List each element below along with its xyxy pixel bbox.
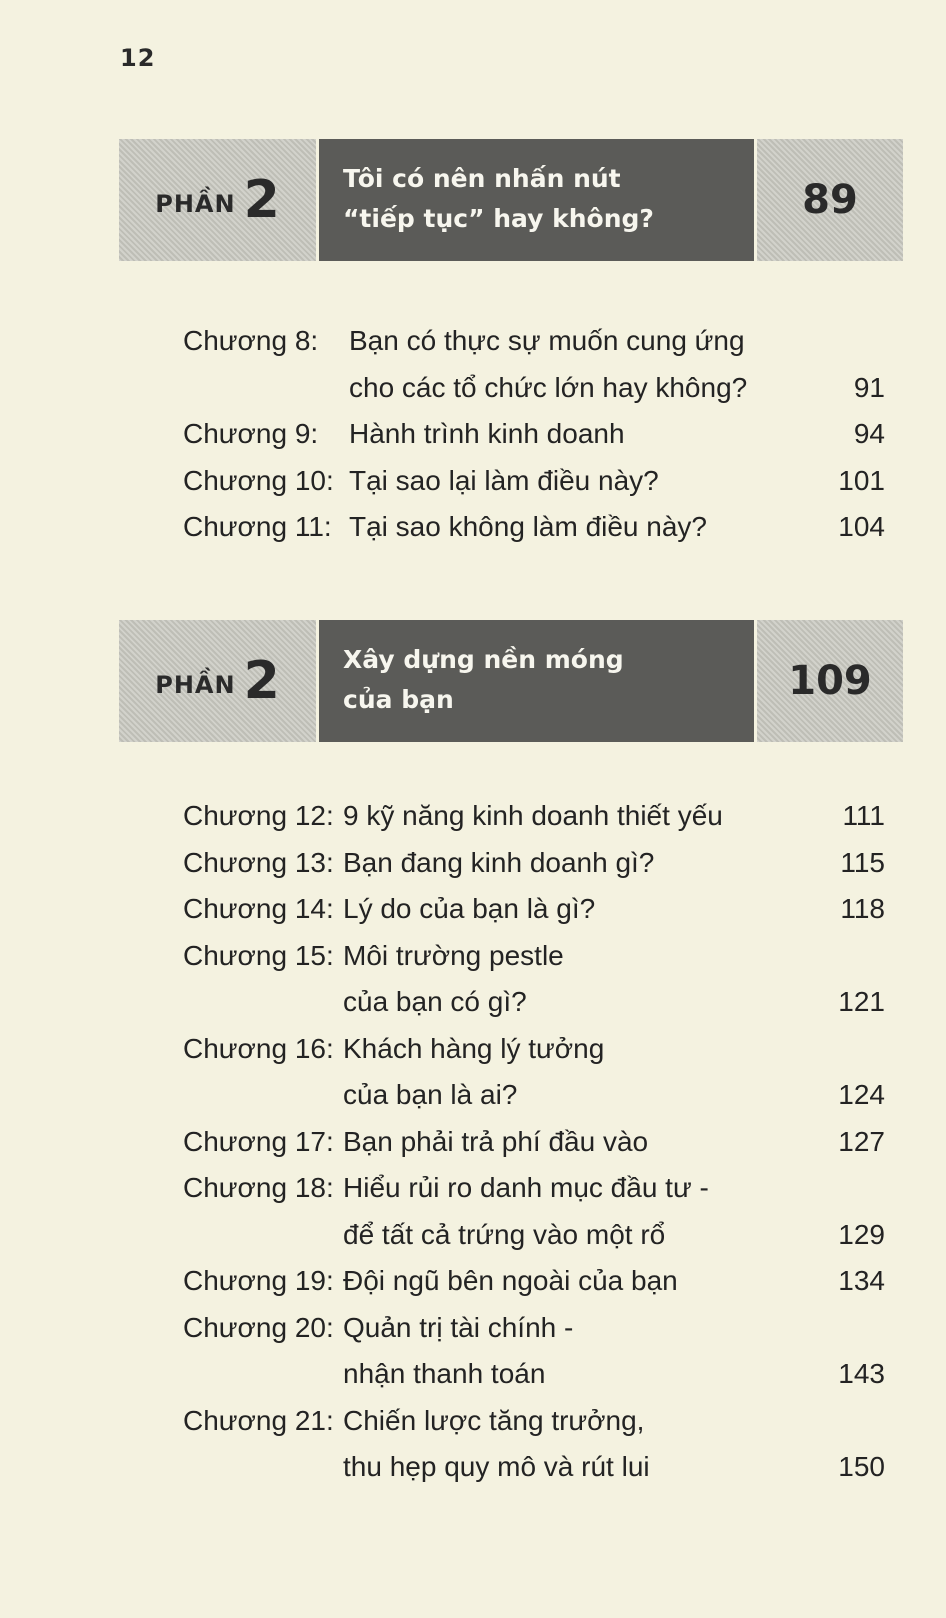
toc-entry[interactable] <box>183 504 903 551</box>
toc-entry[interactable] <box>183 1398 903 1491</box>
chapter-title: Đội ngũ bên ngoài của bạn <box>343 1265 678 1296</box>
toc-entry[interactable] <box>183 1119 903 1166</box>
part-banner <box>119 620 903 742</box>
toc-entry[interactable] <box>183 933 903 1026</box>
toc-entry[interactable] <box>183 1165 903 1258</box>
part-page-number: 109 <box>757 620 903 742</box>
chapter-title-continued: để tất cả trứng vào một rổ <box>343 1218 666 1250</box>
toc-entry[interactable] <box>183 840 903 887</box>
part-title-line: Tôi có nên nhấn nút <box>343 164 621 193</box>
part-title <box>319 139 757 261</box>
toc-list <box>183 793 903 1491</box>
chapter-title: Hành trình kinh doanh <box>349 418 625 449</box>
part-title-line: “tiếp tục” hay không? <box>343 204 654 233</box>
chapter-title-continued: nhận thanh toán <box>343 1358 546 1389</box>
toc-list <box>183 318 903 551</box>
chapter-page-number: 134 <box>838 1265 885 1296</box>
chapter-title: Hiểu rủi ro danh mục đầu tư - <box>343 1172 709 1203</box>
part-word: PHẦN <box>155 190 236 218</box>
toc-entry[interactable] <box>183 318 903 411</box>
chapter-title: Khách hàng lý tưởng <box>343 1032 605 1064</box>
chapter-label: Chương 11: <box>183 511 332 542</box>
chapter-page-number: 94 <box>853 418 885 449</box>
part-title-line: Xây dựng nền móng <box>343 645 624 674</box>
chapter-title: Môi trường pestle <box>343 939 564 971</box>
chapter-page-number: 150 <box>838 1451 885 1482</box>
chapter-title: Lý do của bạn là gì? <box>343 893 596 924</box>
part-title <box>319 620 757 742</box>
chapter-page-number: 121 <box>838 986 885 1017</box>
chapter-page-number: 124 <box>838 1079 885 1110</box>
chapter-title: Tại sao không làm điều này? <box>349 511 707 542</box>
chapter-label: Chương 8: <box>183 325 319 356</box>
chapter-label: Chương 18: <box>183 1172 334 1203</box>
chapter-title: Bạn đang kinh doanh gì? <box>343 846 655 878</box>
chapter-title: Bạn có thực sự muốn cung ứng <box>349 325 745 356</box>
chapter-label: Chương 12: <box>183 800 334 831</box>
chapter-label: Chương 17: <box>183 1125 334 1157</box>
toc-entry[interactable] <box>183 1026 903 1119</box>
part-number: 2 <box>243 651 280 711</box>
chapter-title: Quản trị tài chính - <box>343 1311 574 1343</box>
chapter-title: 9 kỹ năng kinh doanh thiết yếu <box>343 800 723 831</box>
part-number: 2 <box>243 170 280 230</box>
chapter-title: Chiến lược tăng trưởng, <box>343 1404 645 1436</box>
chapter-label: Chương 10: <box>183 464 334 496</box>
chapter-title-continued: của bạn là ai? <box>343 1079 518 1110</box>
toc-entry[interactable] <box>183 1305 903 1398</box>
chapter-label: Chương 16: <box>183 1032 334 1064</box>
toc-entry[interactable] <box>183 886 903 933</box>
part-label <box>119 139 319 261</box>
page-number: 12 <box>120 44 156 72</box>
chapter-title: Tại sao lại làm điều này? <box>349 464 659 496</box>
chapter-page-number: 115 <box>840 846 885 878</box>
chapter-page-number: 127 <box>838 1125 885 1157</box>
chapter-label: Chương 15: <box>183 939 334 971</box>
chapter-page-number: 143 <box>838 1358 885 1389</box>
chapter-page-number: 118 <box>840 893 885 924</box>
chapter-label: Chương 13: <box>183 846 334 878</box>
toc-entry[interactable] <box>183 793 903 840</box>
part-page-number: 89 <box>757 139 903 261</box>
part-label <box>119 620 319 742</box>
chapter-page-number: 104 <box>838 511 885 542</box>
part-word: PHẦN <box>155 671 236 699</box>
chapter-title: Bạn phải trả phí đầu vào <box>343 1125 649 1157</box>
toc-entry[interactable] <box>183 1258 903 1305</box>
chapter-label: Chương 9: <box>183 418 319 449</box>
chapter-page-number: 129 <box>838 1218 885 1250</box>
part-banner <box>119 139 903 261</box>
chapter-label: Chương 21: <box>183 1404 334 1436</box>
chapter-label: Chương 14: <box>183 893 334 924</box>
chapter-title-continued: của bạn có gì? <box>343 986 527 1017</box>
chapter-page-number: 111 <box>842 800 885 831</box>
chapter-page-number: 91 <box>853 371 885 403</box>
chapter-label: Chương 19: <box>183 1265 334 1296</box>
toc-entry[interactable] <box>183 458 903 505</box>
chapter-page-number: 101 <box>838 464 885 496</box>
chapter-title-continued: cho các tổ chức lớn hay không? <box>349 371 748 403</box>
part-title-line: của bạn <box>343 685 454 714</box>
chapter-title-continued: thu hẹp quy mô và rút lui <box>343 1451 650 1482</box>
chapter-label: Chương 20: <box>183 1311 334 1343</box>
toc-entry[interactable] <box>183 411 903 458</box>
